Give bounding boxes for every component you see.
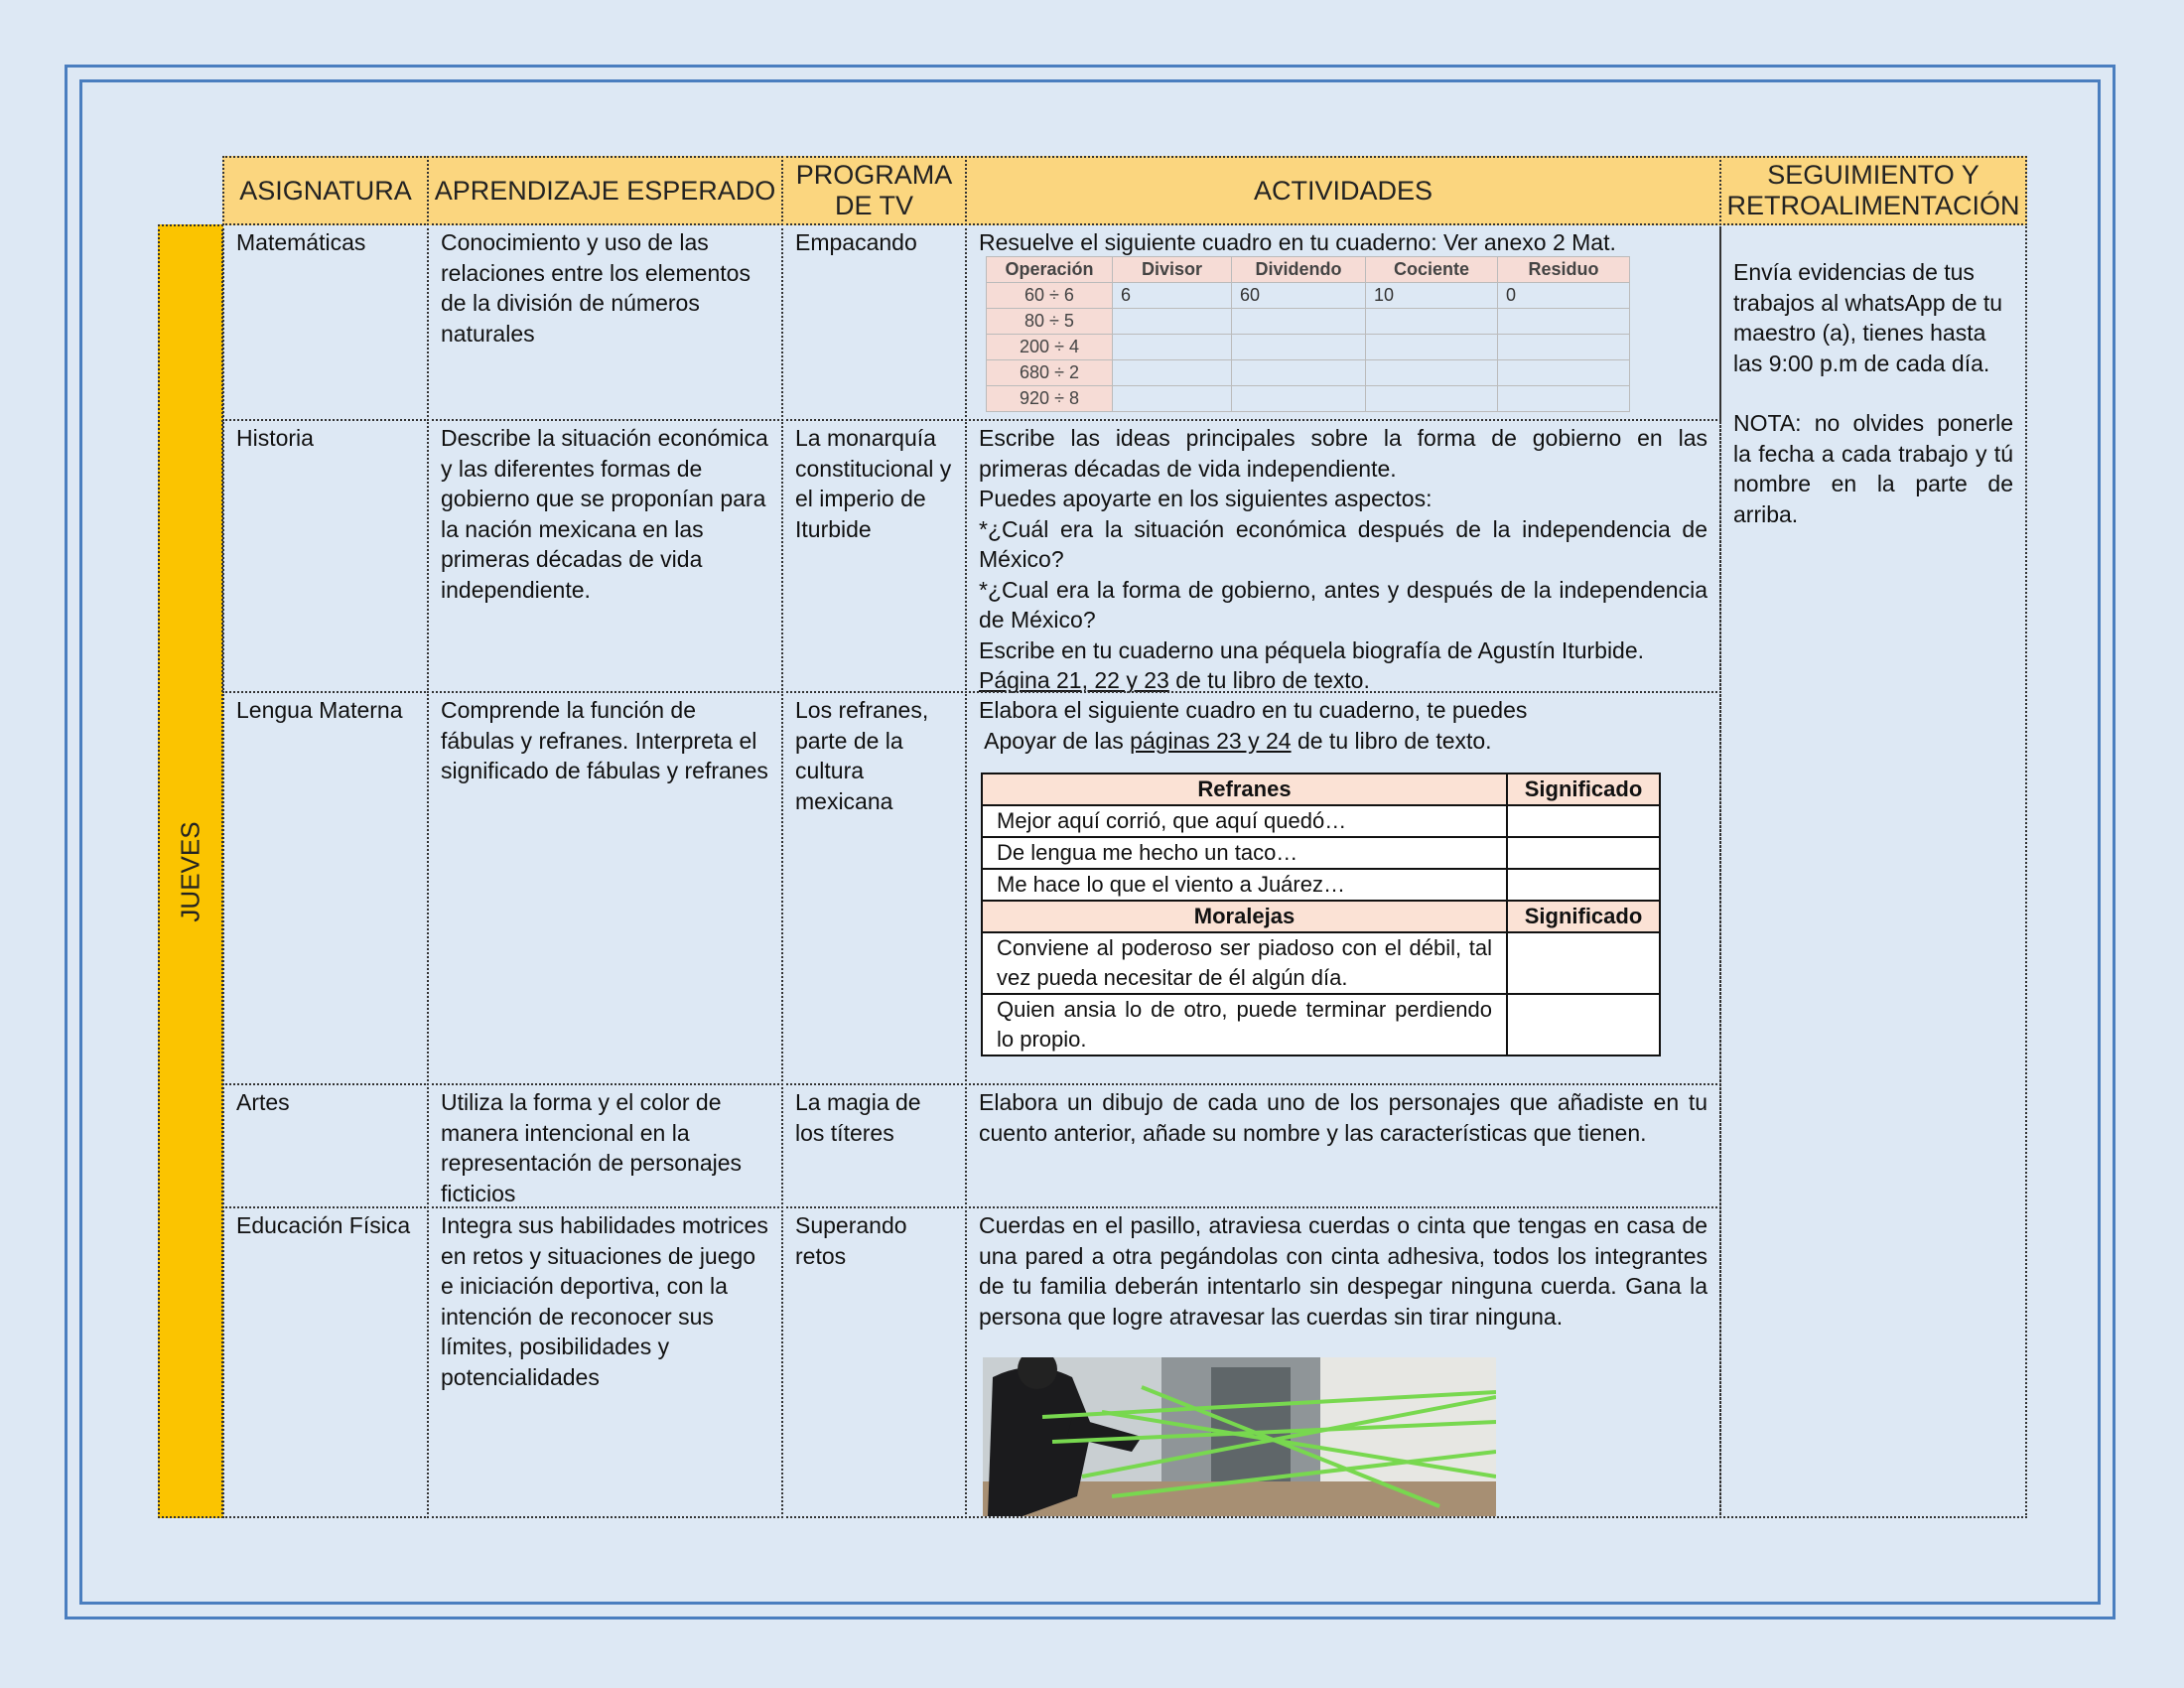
header-seguimiento: SEGUIMIENTO Y RETROALIMENTACIÓN — [1719, 156, 2027, 225]
header-actividades: ACTIVIDADES — [965, 156, 1721, 225]
subject-cell: Historia — [222, 419, 429, 693]
learning-cell: Conocimiento y uso de las relaciones entre los elementos de la división de números naturales — [427, 223, 783, 421]
program-cell: Los refranes, parte de la cultura mexicana — [781, 691, 967, 1085]
activity-cell: Escribe las ideas principales sobre la forma de gobierno en las primeras décadas de vida independiente. Puedes apoyarte en los siguientes aspectos: *¿Cuál era la situación económica después de la independencia de México? *¿Cual era la forma de gobierno, antes y después de la independencia de México? Escribe en tu cuaderno una péquela biografía de Agustín Iturbide. Página 21, 22 y 23 de tu libro de texto. — [965, 419, 1721, 693]
program-cell: La magia de los títeres — [781, 1083, 967, 1208]
subject-cell: Artes — [222, 1083, 429, 1208]
activity-cell: Elabora un dibujo de cada uno de los personajes que añadiste en tu cuento anterior, añade su nombre y las características que tienen. — [965, 1083, 1721, 1208]
table-row: Me hace lo que el viento a Juárez… — [982, 869, 1660, 901]
table-row: De lengua me hecho un taco… — [982, 837, 1660, 869]
table-row: 60 ÷ 6 6 60 10 0 — [987, 283, 1630, 309]
learning-cell: Describe la situación económica y las diferentes formas de gobierno que se proponían para la nación mexicana en las primeras décadas de vida independiente. — [427, 419, 783, 693]
learning-cell: Integra sus habilidades motrices en retos y situaciones de juego e iniciación deportiva, con la intención de reconocer sus límites, posibilidades y potencialidades — [427, 1206, 783, 1518]
table-row: 920 ÷ 8 — [987, 386, 1630, 412]
seguimiento-cell — [1719, 223, 2027, 1518]
day-label-column — [158, 224, 223, 1518]
textbook-pages-link[interactable]: páginas 23 y 24 — [1130, 727, 1292, 754]
header-asignatura: ASIGNATURA — [222, 156, 429, 225]
header-programa: PROGRAMA DE TV — [781, 156, 967, 225]
subject-cell: Lengua Materna — [222, 691, 429, 1085]
program-cell: Superando retos — [781, 1206, 967, 1518]
activity-cell: Resuelve el siguiente cuadro en tu cuaderno: Ver anexo 2 Mat. — [965, 223, 1721, 421]
activity-cell: Cuerdas en el pasillo, atraviesa cuerdas o cinta que tengas en casa de una pared a otra pegándolas con cinta adhesiva, todos los integrantes de tu familia deberán intentarlo sin despegar ninguna cuerda. Gana la persona que logre atravesar las cuerdas sin tirar ninguna. — [965, 1206, 1721, 1518]
table-row: Quien ansia lo de otro, puede terminar perdiendo lo propio. — [982, 994, 1660, 1055]
table-row: 200 ÷ 4 — [987, 335, 1630, 360]
subject-cell: Matemáticas — [222, 223, 429, 421]
table-header-row — [987, 257, 1630, 283]
table-row: 80 ÷ 5 — [987, 309, 1630, 335]
day-label: JUEVES — [175, 820, 205, 922]
header-aprendizaje: APRENDIZAJE ESPERADO — [427, 156, 783, 225]
learning-cell: Utiliza la forma y el color de manera intencional en la representación de personajes ficticios — [427, 1083, 783, 1208]
textbook-pages-link[interactable]: Página 21, 22 y 23 — [979, 667, 1169, 693]
program-cell: Empacando — [781, 223, 967, 421]
program-cell: La monarquía constitucional y el imperio de Iturbide — [781, 419, 967, 693]
table-row: 680 ÷ 2 — [987, 360, 1630, 386]
table-header-row: Refranes Significado — [982, 774, 1660, 805]
table-row: Conviene al poderoso ser piadoso con el débil, tal vez pueda necesitar de él algún día. — [982, 932, 1660, 994]
table-row: Mejor aquí corrió, que aquí quedó… — [982, 805, 1660, 837]
column-header: Divisor — [1113, 257, 1232, 283]
table-header-row: Moralejas Significado — [982, 901, 1660, 932]
column-header: Residuo — [1498, 257, 1630, 283]
activity-cell: Elabora el siguiente cuadro en tu cuaderno, te puedes Apoyar de las páginas 23 y 24 de tu libro de texto. — [965, 691, 1721, 1085]
subject-cell: Educación Física — [222, 1206, 429, 1518]
learning-cell: Comprende la función de fábulas y refranes. Interpreta el significado de fábulas y refranes — [427, 691, 783, 1085]
refranes-table — [981, 773, 1661, 1056]
seguimiento-text: Envía evidencias de tus trabajos al whatsApp de tu maestro (a), tienes hasta las 9:00 p.m de cada día. — [1733, 259, 2003, 376]
column-header: Operación — [987, 257, 1113, 283]
column-header: Dividendo — [1232, 257, 1366, 283]
nota-text: NOTA: no olvides ponerle la fecha a cada trabajo y tú nombre en la parte de arriba. — [1733, 410, 2013, 527]
activity-photo — [983, 1357, 1496, 1516]
column-header: Cociente — [1366, 257, 1498, 283]
division-table — [986, 256, 1630, 412]
